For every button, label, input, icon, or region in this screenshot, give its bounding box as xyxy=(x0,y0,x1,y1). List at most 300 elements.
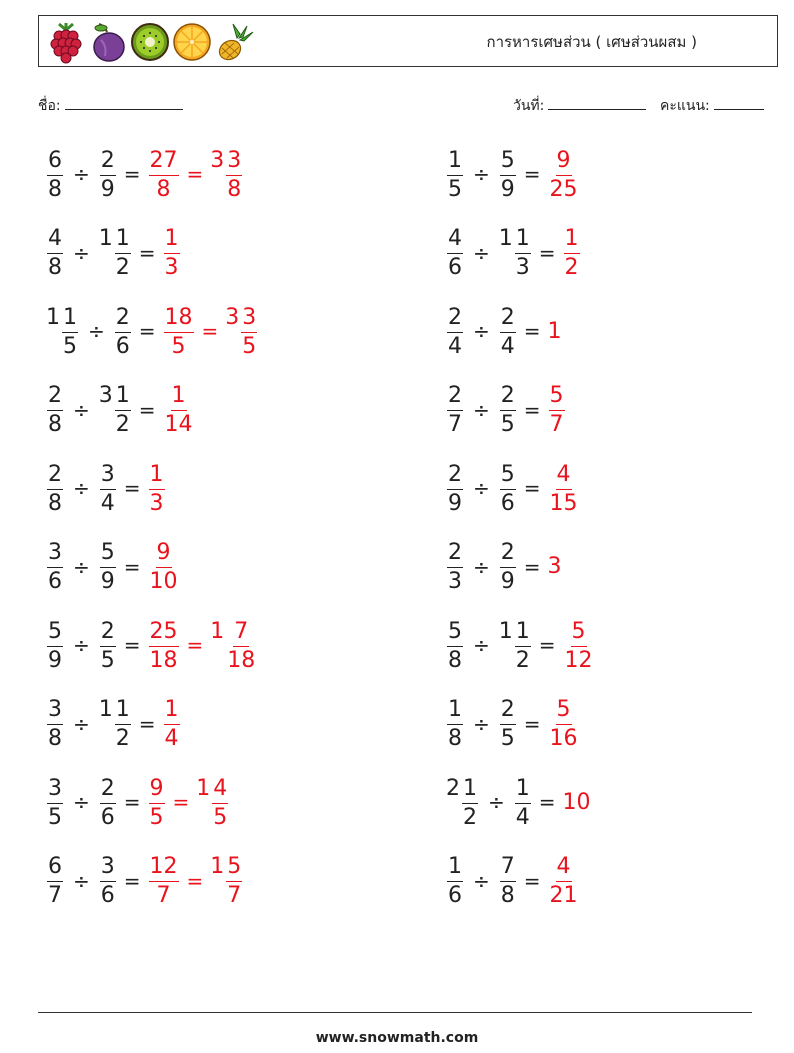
dividend-fraction xyxy=(447,618,463,673)
divisor-numerator: 3 xyxy=(100,856,116,882)
answer xyxy=(163,305,259,358)
answer-result-denominator: 5 xyxy=(149,804,164,830)
answer-result-numerator: 1 xyxy=(149,464,165,490)
dividend xyxy=(46,305,79,358)
divide-sign: ÷ xyxy=(73,397,90,422)
dividend-denominator: 8 xyxy=(48,255,62,280)
divisor-numerator: 7 xyxy=(500,856,516,882)
divisor-numerator: 5 xyxy=(500,464,516,490)
answer-result-fraction xyxy=(164,699,180,750)
divide-sign: ÷ xyxy=(73,868,90,893)
dividend xyxy=(446,619,464,672)
equals-sign: = xyxy=(123,790,141,814)
problem-16 xyxy=(446,692,580,756)
answer-result-numerator: 4 xyxy=(556,464,572,490)
equals-sign: = xyxy=(523,711,541,736)
problem-3 xyxy=(46,221,181,285)
dividend-denominator: 6 xyxy=(448,255,462,280)
dividend-numerator: 2 xyxy=(447,542,463,568)
answer-result-denominator: 21 xyxy=(549,883,578,908)
answer-result xyxy=(163,697,181,750)
answer-result xyxy=(548,854,580,907)
answer-equals-sign: = xyxy=(186,868,204,893)
answer-result-denominator: 8 xyxy=(156,176,171,202)
dividend-denominator: 5 xyxy=(48,804,62,830)
dividend-numerator: 1 xyxy=(447,150,463,176)
answer-result-numerator: 5 xyxy=(549,385,565,411)
answer xyxy=(563,226,581,279)
answer-mixed-fraction xyxy=(212,775,228,830)
answer-result xyxy=(548,462,580,515)
answer-mixed xyxy=(225,305,258,358)
fruit-icons xyxy=(45,20,255,64)
name-field xyxy=(38,95,183,117)
divisor xyxy=(499,383,517,436)
divide-sign: ÷ xyxy=(73,162,90,186)
divisor xyxy=(514,776,532,829)
divisor-fraction xyxy=(115,304,131,359)
answer-result-fraction xyxy=(164,304,194,359)
divisor-numerator: 1 xyxy=(115,228,131,254)
answer-result-integer: 1 xyxy=(547,318,562,344)
dividend xyxy=(46,776,64,829)
score-blank[interactable] xyxy=(714,95,764,110)
answer-result xyxy=(563,226,581,279)
divide-sign: ÷ xyxy=(473,711,490,736)
plum-icon xyxy=(87,20,129,64)
worksheet-title: การหารเศษส่วน ( เศษส่วนผสม ) xyxy=(486,33,697,51)
answer-result xyxy=(148,462,166,515)
kiwi-icon xyxy=(129,20,171,64)
answer-result-numerator: 27 xyxy=(149,150,179,176)
answer xyxy=(548,554,563,579)
worksheet-header xyxy=(38,15,778,67)
answer xyxy=(148,462,166,515)
answer-result-denominator: 3 xyxy=(164,255,179,280)
dividend-denominator: 5 xyxy=(63,333,77,359)
answer-mixed-denominator: 8 xyxy=(227,176,242,202)
divide-sign: ÷ xyxy=(473,240,490,265)
dividend xyxy=(46,383,64,436)
answer-result-denominator: 7 xyxy=(156,883,171,908)
divisor-whole: 1 xyxy=(498,226,513,251)
divisor-fraction xyxy=(100,856,116,907)
answer-result xyxy=(148,148,180,201)
answer-result-numerator: 9 xyxy=(156,542,172,568)
answer-mixed-numerator: 4 xyxy=(212,778,228,804)
divisor xyxy=(499,697,517,750)
divisor-fraction xyxy=(100,461,116,516)
problem-19 xyxy=(46,849,243,913)
problem-17 xyxy=(46,770,229,834)
divisor-whole: 1 xyxy=(98,226,113,251)
answer-result-numerator: 1 xyxy=(171,385,187,411)
answer-result-integer: 3 xyxy=(547,554,562,579)
divisor-fraction xyxy=(515,618,531,673)
answer-equals-sign: = xyxy=(172,790,190,814)
divisor xyxy=(99,854,117,907)
divisor-fraction xyxy=(115,228,131,279)
answer-mixed-whole: 3 xyxy=(225,304,240,330)
answer-result xyxy=(148,776,166,829)
answer-result-fraction xyxy=(149,856,179,907)
dividend xyxy=(446,697,464,750)
answer-result xyxy=(148,854,180,907)
answer-result-denominator: 15 xyxy=(549,490,578,516)
answer-result-fraction xyxy=(149,775,165,830)
dividend-fraction xyxy=(462,775,478,830)
name-blank[interactable] xyxy=(65,95,183,110)
answer-result xyxy=(548,319,563,344)
dividend-numerator: 3 xyxy=(47,542,63,568)
answer-result-fraction xyxy=(149,147,179,202)
problem-11 xyxy=(46,535,180,599)
name-label: ชื่อ: xyxy=(38,98,61,114)
divisor-whole: 1 xyxy=(498,618,513,644)
equals-sign: = xyxy=(523,868,541,893)
dividend xyxy=(46,854,64,907)
divisor-whole: 3 xyxy=(98,383,113,408)
equals-sign: = xyxy=(538,240,556,265)
dividend-numerator: 4 xyxy=(47,228,63,254)
divisor-denominator: 6 xyxy=(500,490,515,516)
dividend-numerator: 4 xyxy=(447,228,463,254)
problem-20 xyxy=(446,849,580,913)
dividend-numerator: 6 xyxy=(47,150,63,176)
answer-mixed-fraction xyxy=(226,618,256,673)
divisor-numerator: 5 xyxy=(500,150,516,176)
divisor-numerator: 5 xyxy=(100,542,116,568)
answer-result-denominator: 4 xyxy=(164,726,179,751)
divisor-denominator: 3 xyxy=(515,255,530,280)
dividend xyxy=(46,697,64,750)
dividend-denominator: 6 xyxy=(48,569,62,594)
divisor-numerator: 1 xyxy=(515,228,531,254)
answer-result-denominator: 3 xyxy=(149,490,164,516)
answer-result xyxy=(563,790,592,815)
dividend-denominator: 8 xyxy=(48,726,62,751)
dividend xyxy=(446,383,464,436)
problem-15 xyxy=(46,692,181,756)
divisor-fraction xyxy=(500,385,516,436)
divisor-denominator: 9 xyxy=(500,176,515,202)
answer-result-denominator: 10 xyxy=(149,569,178,594)
divisor-numerator: 2 xyxy=(500,699,516,725)
answer-result-fraction xyxy=(149,618,179,673)
divisor-numerator: 2 xyxy=(500,307,516,333)
divide-sign: ÷ xyxy=(473,554,490,579)
dividend-denominator: 9 xyxy=(448,490,462,516)
answer-mixed xyxy=(210,854,243,907)
dividend-denominator: 4 xyxy=(448,333,462,359)
divisor-whole: 1 xyxy=(98,697,113,722)
dividend xyxy=(446,148,464,201)
answer-result xyxy=(548,148,580,201)
dividend-numerator: 1 xyxy=(462,778,478,804)
divisor-numerator: 2 xyxy=(100,778,116,804)
divide-sign: ÷ xyxy=(473,633,490,657)
dividend-numerator: 5 xyxy=(447,621,463,647)
answer-mixed-fraction xyxy=(241,304,257,359)
problem-5 xyxy=(46,299,258,363)
answer-result-denominator: 5 xyxy=(171,333,186,359)
answer-result xyxy=(548,383,566,436)
answer-result-fraction xyxy=(149,461,165,516)
dividend-denominator: 9 xyxy=(48,647,62,673)
dividend xyxy=(446,776,479,829)
answer-mixed-whole: 1 xyxy=(210,854,225,879)
equals-sign: = xyxy=(138,240,156,265)
answer xyxy=(148,540,180,593)
answer-equals-sign: = xyxy=(186,162,204,186)
dividend-numerator: 3 xyxy=(47,699,63,725)
problem-1 xyxy=(46,142,243,206)
answer-result-numerator: 12 xyxy=(149,856,179,882)
answer xyxy=(548,319,563,344)
answer-mixed-numerator: 3 xyxy=(241,307,257,333)
answer xyxy=(548,383,566,436)
dividend xyxy=(46,226,64,279)
dividend-fraction xyxy=(47,618,63,673)
answer xyxy=(148,619,258,672)
divisor xyxy=(499,619,532,672)
answer-mixed xyxy=(210,148,243,201)
raspberry-icon xyxy=(45,20,87,64)
dividend-numerator: 2 xyxy=(47,464,63,490)
dividend xyxy=(46,619,64,672)
divisor-denominator: 6 xyxy=(100,883,115,908)
answer-result-fraction xyxy=(549,699,579,750)
dividend-denominator: 6 xyxy=(448,883,462,908)
answer xyxy=(563,790,592,815)
divisor-denominator: 9 xyxy=(100,569,115,594)
answer xyxy=(148,776,230,829)
divide-sign: ÷ xyxy=(473,476,490,500)
divisor xyxy=(99,540,117,593)
divisor-denominator: 2 xyxy=(515,647,530,673)
dividend-numerator: 2 xyxy=(447,464,463,490)
answer xyxy=(563,619,595,672)
divisor xyxy=(99,776,117,829)
equals-sign: = xyxy=(123,476,141,500)
dividend-numerator: 5 xyxy=(47,621,63,647)
divide-sign: ÷ xyxy=(73,711,90,736)
dividend-numerator: 1 xyxy=(447,699,463,725)
problem-12 xyxy=(446,535,563,599)
answer-result-fraction xyxy=(564,228,580,279)
answer-mixed-whole: 3 xyxy=(210,147,225,173)
divisor-fraction xyxy=(100,542,116,593)
answer-result-numerator: 5 xyxy=(571,621,587,647)
dividend-fraction xyxy=(447,147,463,202)
answer-mixed xyxy=(210,619,257,672)
dividend-denominator: 8 xyxy=(48,412,62,437)
answer-result-numerator: 1 xyxy=(164,699,180,725)
answer-equals-sign: = xyxy=(201,319,219,343)
divide-sign: ÷ xyxy=(73,633,90,657)
dividend xyxy=(446,462,464,515)
dividend-fraction xyxy=(447,304,463,359)
problem-2 xyxy=(446,142,580,206)
answer-result-fraction xyxy=(549,385,565,436)
divisor-denominator: 4 xyxy=(100,490,115,516)
divisor-fraction xyxy=(100,618,116,673)
answer-mixed-fraction xyxy=(226,856,242,907)
answer-result-denominator: 18 xyxy=(149,647,178,673)
answer-mixed-denominator: 7 xyxy=(227,883,242,908)
dividend-fraction xyxy=(62,304,78,359)
answer-result xyxy=(563,619,595,672)
answer-result-numerator: 1 xyxy=(164,228,180,254)
divisor-fraction xyxy=(115,699,131,750)
answer-result-denominator: 12 xyxy=(564,647,593,673)
answer xyxy=(163,697,181,750)
score-label: คะแนน: xyxy=(660,98,710,114)
divisor xyxy=(99,148,117,201)
dividend-fraction xyxy=(47,385,63,436)
equals-sign: = xyxy=(523,554,541,579)
answer-result xyxy=(163,305,195,358)
divide-sign: ÷ xyxy=(88,319,105,343)
equals-sign: = xyxy=(123,162,141,186)
problem-10 xyxy=(446,456,580,520)
divisor-numerator: 2 xyxy=(115,307,131,333)
divisor-denominator: 5 xyxy=(500,412,515,437)
answer-result-fraction xyxy=(164,228,180,279)
problem-13 xyxy=(46,613,257,677)
divide-sign: ÷ xyxy=(473,162,490,186)
divisor-denominator: 4 xyxy=(500,333,515,359)
dividend-denominator: 7 xyxy=(448,412,462,437)
divisor-fraction xyxy=(515,775,531,830)
answer-result-numerator: 9 xyxy=(556,150,572,176)
answer xyxy=(548,462,580,515)
answer-result-fraction xyxy=(549,461,579,516)
dividend xyxy=(446,540,464,593)
dividend-denominator: 7 xyxy=(48,883,62,908)
divisor xyxy=(499,148,517,201)
answer-result-denominator: 2 xyxy=(564,255,579,280)
footer-url: www.snowmath.com xyxy=(315,1030,479,1046)
answer-result-denominator: 16 xyxy=(549,726,578,751)
dividend-numerator: 1 xyxy=(62,307,78,333)
equals-sign: = xyxy=(538,790,556,814)
divisor-numerator: 1 xyxy=(115,699,131,725)
divisor xyxy=(499,854,517,907)
equals-sign: = xyxy=(538,633,556,657)
answer-result-fraction xyxy=(549,147,579,202)
answer-result-numerator: 18 xyxy=(164,307,194,333)
dividend-denominator: 8 xyxy=(448,726,462,751)
orange-icon xyxy=(171,20,213,64)
answer-result xyxy=(163,383,195,436)
dividend-fraction xyxy=(447,699,463,750)
divisor xyxy=(99,462,117,515)
answer-result-integer: 10 xyxy=(562,789,591,815)
dividend-denominator: 8 xyxy=(48,176,62,202)
dividend-denominator: 2 xyxy=(463,804,477,830)
answer-result-numerator: 25 xyxy=(149,621,179,647)
divisor-numerator: 1 xyxy=(515,621,531,647)
dividend xyxy=(446,226,464,279)
answer-result xyxy=(163,226,181,279)
problem-7 xyxy=(46,378,195,442)
equals-sign: = xyxy=(123,868,141,893)
answer-mixed-numerator: 3 xyxy=(226,150,242,176)
answer-mixed-numerator: 7 xyxy=(233,621,249,647)
footer-divider xyxy=(38,1012,752,1013)
date-blank[interactable] xyxy=(548,95,646,110)
answer xyxy=(548,854,580,907)
divisor-fraction xyxy=(500,304,516,359)
answer-result-denominator: 14 xyxy=(164,412,193,437)
divisor-fraction xyxy=(500,461,516,516)
equals-sign: = xyxy=(138,397,156,422)
dividend-fraction xyxy=(47,856,63,907)
divide-sign: ÷ xyxy=(73,554,90,579)
dividend-fraction xyxy=(47,228,63,279)
divide-sign: ÷ xyxy=(473,868,490,893)
answer xyxy=(548,148,580,201)
dividend-fraction xyxy=(447,856,463,907)
answer-result xyxy=(548,554,563,579)
equals-sign: = xyxy=(138,711,156,736)
divisor-numerator: 2 xyxy=(100,150,116,176)
divisor-fraction xyxy=(500,856,516,907)
score-field xyxy=(660,95,764,117)
equals-sign: = xyxy=(523,397,541,422)
dividend xyxy=(46,462,64,515)
divisor xyxy=(499,462,517,515)
divisor-numerator: 3 xyxy=(100,464,116,490)
answer-result-numerator: 4 xyxy=(556,856,572,882)
problem-9 xyxy=(46,456,166,520)
divisor-numerator: 2 xyxy=(100,621,116,647)
divisor-denominator: 6 xyxy=(100,804,115,830)
answer-mixed xyxy=(196,776,229,829)
answer-result-numerator: 9 xyxy=(149,778,165,804)
equals-sign: = xyxy=(138,319,156,343)
divide-sign: ÷ xyxy=(473,319,490,343)
divisor xyxy=(99,619,117,672)
answer-result-numerator: 5 xyxy=(556,699,572,725)
divisor-denominator: 5 xyxy=(500,726,515,751)
divisor xyxy=(99,226,132,279)
divisor-numerator: 1 xyxy=(115,385,131,411)
dividend-fraction xyxy=(447,461,463,516)
dividend xyxy=(46,540,64,593)
divisor xyxy=(99,697,132,750)
divisor-numerator: 2 xyxy=(500,542,516,568)
answer-result xyxy=(148,619,180,672)
divisor xyxy=(114,305,132,358)
equals-sign: = xyxy=(123,554,141,579)
answer-equals-sign: = xyxy=(186,633,204,657)
date-field xyxy=(513,95,646,117)
dividend-fraction xyxy=(47,147,63,202)
answer-result xyxy=(148,540,180,593)
problem-8 xyxy=(446,378,566,442)
divisor-numerator: 2 xyxy=(500,385,516,411)
answer-result-fraction xyxy=(564,618,594,673)
divisor-fraction xyxy=(500,542,516,593)
equals-sign: = xyxy=(523,476,541,500)
dividend-numerator: 6 xyxy=(47,856,63,882)
divisor-denominator: 8 xyxy=(500,883,515,908)
divisor xyxy=(499,305,517,358)
answer-result-fraction xyxy=(149,542,179,593)
divide-sign: ÷ xyxy=(73,240,90,265)
